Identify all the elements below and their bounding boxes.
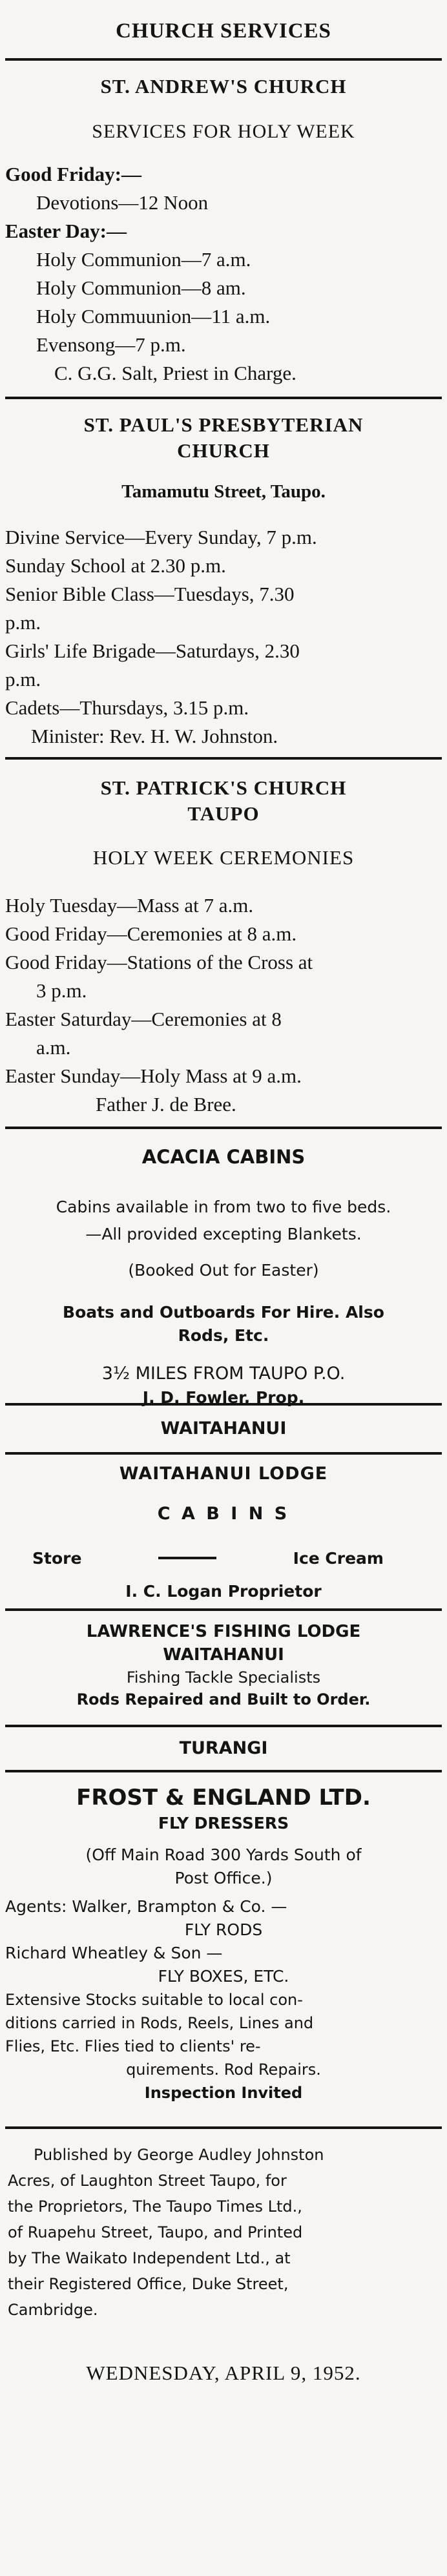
easter-sunday-line: Easter Sunday—Holy Mass at 9 a.m. bbox=[5, 1065, 302, 1087]
father-line: Father J. de Bree. bbox=[96, 1093, 236, 1116]
ice-cream-label: Ice Cream bbox=[293, 1548, 384, 1568]
imprint-block bbox=[5, 2129, 442, 2354]
bible-class-text: Senior Bible Class—Tuesdays, 7.30 bbox=[5, 583, 295, 605]
st-pauls-title-2: CHURCH bbox=[177, 439, 270, 462]
evensong-line: Evensong—7 p.m. bbox=[36, 333, 186, 356]
stocks-line-3: Flies, Etc. Flies tied to clients' re- bbox=[5, 2037, 261, 2055]
lawrence-ad bbox=[5, 1611, 442, 1725]
good-friday-stations: Good Friday—Stations of the Cross at bbox=[5, 951, 313, 973]
easter-saturday-line: Easter Saturday—Ceremonies at 8 bbox=[5, 1008, 282, 1030]
frost-address-2: Post Office.) bbox=[174, 1869, 273, 1887]
st-andrews-section bbox=[5, 61, 442, 393]
dash-divider bbox=[158, 1557, 216, 1559]
easter-day-label: Easter Day:— bbox=[5, 220, 127, 242]
st-patricks-title-1: ST. PATRICK'S CHURCH bbox=[100, 776, 347, 799]
cabins-title: C A B I N S bbox=[157, 1504, 290, 1524]
cadets-line: Cadets—Thursdays, 3.15 p.m. bbox=[5, 696, 249, 719]
lawrence-tackle: Fishing Tackle Specialists bbox=[126, 1668, 321, 1687]
acacia-prop: J. D. Fowler, Prop. bbox=[142, 1388, 305, 1407]
turangi-header: TURANGI bbox=[179, 1738, 268, 1758]
store-label: Store bbox=[32, 1548, 82, 1568]
easter-saturday-cont: a.m. bbox=[36, 1036, 71, 1059]
holy-communion-1: Holy Communion—7 a.m. bbox=[36, 248, 251, 271]
frost-title: FROST & ENGLAND LTD. bbox=[76, 1785, 371, 1811]
store-row bbox=[5, 1542, 442, 1574]
lawrence-title-2: WAITAHANUI bbox=[163, 1645, 284, 1665]
st-andrews-subtitle: SERVICES FOR HOLY WEEK bbox=[92, 121, 355, 142]
logan-proprietor: I. C. Logan Proprietor bbox=[125, 1582, 322, 1601]
acacia-line-1: Cabins available in from two to five beds. bbox=[56, 1198, 391, 1216]
st-pauls-title-1: ST. PAUL'S PRESBYTERIAN bbox=[83, 413, 364, 436]
minister-line: Minister: Rev. H. W. Johnston. bbox=[31, 725, 278, 747]
imprint-line-6: their Registered Office, Duke Street, bbox=[8, 2275, 289, 2293]
agents-line-2: FLY RODS bbox=[184, 1920, 263, 1939]
st-patricks-subtitle: HOLY WEEK CEREMONIES bbox=[92, 846, 355, 869]
inspection-invited: Inspection Invited bbox=[144, 2084, 303, 2102]
st-pauls-address: Tamamutu Street, Taupo. bbox=[121, 481, 326, 502]
st-patricks-section bbox=[5, 760, 442, 1125]
bible-class-line bbox=[5, 580, 442, 608]
imprint-line-4: of Ruapehu Street, Taupo, and Printed bbox=[8, 2223, 303, 2241]
acacia-boats-1: Boats and Outboards For Hire. Also bbox=[63, 1303, 384, 1322]
stocks-line-1: Extensive Stocks suitable to local con- bbox=[5, 1991, 303, 2009]
acacia-cabins-ad bbox=[5, 1129, 442, 1407]
good-friday-label: Good Friday:— bbox=[5, 163, 141, 185]
acacia-booked: (Booked Out for Easter) bbox=[128, 1261, 319, 1280]
imprint-line-1: Published by George Audley Johnston bbox=[34, 2146, 324, 2164]
church-services-header: CHURCH SERVICES bbox=[116, 19, 331, 43]
agents-line-3: Richard Wheatley & Son — bbox=[5, 1944, 223, 1962]
sunday-school-line: Sunday School at 2.30 p.m. bbox=[5, 554, 226, 577]
frost-england-ad bbox=[5, 1772, 442, 2126]
acacia-title: ACACIA CABINS bbox=[141, 1146, 306, 1168]
frost-address-1: (Off Main Road 300 Yards South of bbox=[85, 1845, 362, 1864]
girls-brigade-line: Girls' Life Brigade—Saturdays, 2.30 bbox=[5, 639, 300, 662]
imprint-line-7: Cambridge. bbox=[8, 2301, 98, 2319]
stocks-line-2: ditions carried in Rods, Reels, Lines and bbox=[5, 2014, 314, 2032]
imprint-line-5: by The Waikato Independent Ltd., at bbox=[8, 2249, 291, 2267]
acacia-boats-2: Rods, Etc. bbox=[178, 1326, 269, 1345]
stocks-line-4: quirements. Rod Repairs. bbox=[126, 2061, 321, 2079]
devotions-line: Devotions—12 Noon bbox=[36, 191, 209, 214]
good-friday-ceremonies: Good Friday—Ceremonies at 8 a.m. bbox=[5, 922, 297, 945]
lawrence-title-1: LAWRENCE'S FISHING LODGE bbox=[86, 1622, 361, 1641]
imprint-line-2: Acres, of Laughton Street Taupo, for bbox=[8, 2172, 287, 2190]
lodge-title: WAITAHANUI LODGE bbox=[119, 1464, 328, 1484]
waitahanui-lodge-ad bbox=[5, 1455, 442, 1608]
st-andrews-title: ST. ANDREW'S CHURCH bbox=[100, 75, 347, 98]
agents-line-1: Agents: Walker, Brampton & Co. — bbox=[5, 1897, 287, 1916]
st-patricks-title-2: TAUPO bbox=[187, 802, 260, 825]
waitahanui-header: WAITAHANUI bbox=[160, 1418, 287, 1439]
bible-class-cont: p.m. bbox=[5, 611, 41, 634]
holy-tuesday-line: Holy Tuesday—Mass at 7 a.m. bbox=[5, 894, 254, 917]
girls-brigade-cont: p.m. bbox=[5, 668, 41, 691]
st-pauls-section bbox=[5, 399, 442, 754]
dateline: WEDNESDAY, APRIL 9, 1952. bbox=[86, 2362, 361, 2384]
good-friday-stations-cont: 3 p.m. bbox=[36, 979, 87, 1002]
priest-line: C. G.G. Salt, Priest in Charge. bbox=[54, 362, 296, 384]
lawrence-rods: Rods Repaired and Built to Order. bbox=[76, 1690, 371, 1709]
frost-subtitle: FLY DRESSERS bbox=[158, 1814, 289, 1833]
acacia-miles: 3½ MILES FROM TAUPO P.O. bbox=[101, 1364, 346, 1384]
agents-line-4: FLY BOXES, ETC. bbox=[158, 1967, 289, 1986]
holy-communion-2: Holy Communion—8 am. bbox=[36, 276, 246, 299]
holy-communion-3: Holy Commuunion—11 a.m. bbox=[36, 305, 271, 327]
imprint-line-3: the Proprietors, The Taupo Times Ltd., bbox=[8, 2197, 302, 2216]
acacia-line-2: —All provided excepting Blankets. bbox=[85, 1225, 362, 1243]
divine-service-line: Divine Service—Every Sunday, 7 p.m. bbox=[5, 526, 317, 548]
